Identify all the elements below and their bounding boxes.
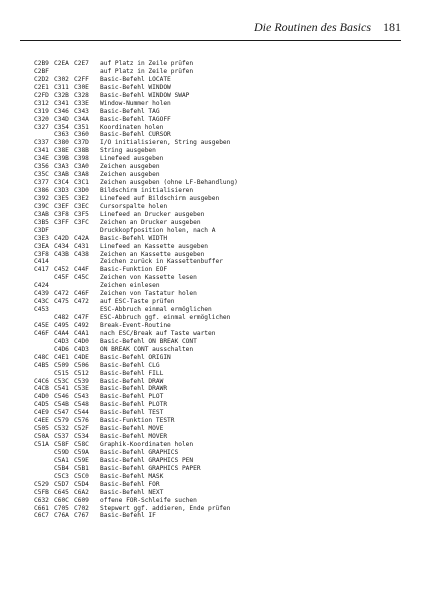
address-col-2: C311: [54, 83, 69, 91]
routine-description: Linefeed an Kassette ausgeben: [100, 242, 209, 250]
address-col-1: C377: [34, 179, 49, 187]
routine-list: [34, 60, 404, 520]
address-col-2: C302: [54, 75, 69, 83]
address-col-3: C53E: [74, 385, 89, 393]
address-col-2: C34D: [54, 115, 69, 123]
address-col-2: C546: [54, 393, 69, 401]
address-col-2: C515: [54, 369, 69, 377]
address-col-1: C632: [34, 496, 49, 504]
routine-description: Basic-Befehl MOVER: [100, 433, 168, 441]
address-col-2: C76A: [54, 512, 69, 520]
routine-description: Cursorspalte holen: [100, 202, 168, 210]
routine-row: [34, 322, 404, 330]
address-col-3: C543: [74, 393, 89, 401]
routine-row: [34, 473, 404, 481]
address-col-1: C50A: [34, 433, 49, 441]
address-col-3: C45C: [74, 274, 89, 282]
address-col-3: C576: [74, 417, 89, 425]
routine-row: [34, 68, 404, 76]
routine-row: [34, 441, 404, 449]
address-col-3: C59E: [74, 456, 89, 464]
address-col-3: C37D: [74, 139, 89, 147]
address-col-3: C438: [74, 250, 89, 258]
address-col-2: C579: [54, 417, 69, 425]
routine-row: [34, 282, 404, 290]
address-col-1: C417: [34, 266, 49, 274]
address-col-2: C43B: [54, 250, 69, 258]
address-col-3: C4D3: [74, 345, 89, 353]
address-col-1: C3E3: [34, 234, 49, 242]
routine-row: [34, 92, 404, 100]
routine-row: [34, 274, 404, 282]
address-col-2: C5C3: [54, 472, 69, 480]
address-col-2: C509: [54, 361, 69, 369]
address-col-3: C33E: [74, 99, 89, 107]
routine-description: Zeichen von Kassette lesen: [100, 274, 197, 282]
routine-row: [34, 179, 404, 187]
address-col-1: C3EA: [34, 242, 49, 250]
routine-description: Basic-Befehl CLG: [100, 361, 160, 369]
address-col-3: C3A0: [74, 163, 89, 171]
address-col-1: C327: [34, 123, 49, 131]
address-col-3: C44F: [74, 266, 89, 274]
address-col-1: C2FD: [34, 91, 49, 99]
address-col-3: C343: [74, 107, 89, 115]
routine-description: Basic-Befehl NEXT: [100, 488, 164, 496]
address-col-1: C51A: [34, 441, 49, 448]
routine-description: ESC-Abbruch einmal ermöglichen: [100, 306, 212, 314]
page-number: 181: [383, 20, 401, 34]
routine-description: Zeichen an Kassette ausgeben: [100, 250, 205, 258]
address-col-3: C472: [74, 298, 89, 306]
address-col-2: C3FF: [54, 218, 69, 226]
address-col-1: C48C: [34, 353, 49, 361]
routine-row: [34, 155, 404, 163]
address-col-2: C3C4: [54, 179, 69, 187]
routine-description: Basic-Befehl MOVE: [100, 425, 164, 433]
address-col-1: C320: [34, 115, 49, 123]
address-col-3: C360: [74, 131, 89, 139]
routine-description: ESC-Abbruch ggf. einmal ermöglichen: [100, 314, 231, 321]
running-title: Die Routinen des Basics: [254, 20, 371, 34]
address-col-2: C380: [54, 139, 69, 147]
address-col-1: C45E: [34, 321, 49, 329]
address-col-2: C3AB: [54, 171, 69, 179]
routine-row: [34, 298, 404, 306]
address-col-2: C482: [54, 314, 69, 321]
routine-row: [34, 243, 404, 251]
routine-row: [34, 425, 404, 433]
routine-row: [34, 235, 404, 243]
routine-row: [34, 370, 404, 378]
address-col-1: C424: [34, 282, 49, 290]
address-col-3: C492: [74, 321, 89, 329]
routine-row: [34, 362, 404, 370]
address-col-1: C386: [34, 187, 49, 194]
address-col-3: C6A2: [74, 488, 89, 496]
routine-row: [34, 417, 404, 425]
address-col-3: C2E7: [74, 60, 89, 67]
routine-row: [34, 489, 404, 497]
address-col-2: C53C: [54, 377, 69, 385]
routine-description: Window-Nummer holen: [100, 99, 171, 107]
routine-description: Koordinaten holen: [100, 123, 164, 131]
address-col-2: C541: [54, 385, 69, 393]
routine-row: [34, 497, 404, 505]
address-col-3: C4D0: [74, 337, 89, 345]
routine-row: [34, 76, 404, 84]
address-col-1: C392: [34, 194, 49, 202]
routine-description: Zeichen zurück in Kassettenbuffer: [100, 258, 223, 266]
routine-row: [34, 116, 404, 124]
routine-row: [34, 203, 404, 211]
address-col-2: C537: [54, 433, 69, 441]
address-col-1: C3F8: [34, 250, 49, 258]
routine-row: [34, 227, 404, 235]
address-col-3: C46F: [74, 290, 89, 298]
address-col-1: C341: [34, 147, 49, 155]
routine-description: Basic-Befehl TAGOFF: [100, 115, 171, 123]
address-col-1: C4EE: [34, 417, 49, 425]
address-col-1: C661: [34, 504, 49, 512]
address-col-2: C3EF: [54, 202, 69, 210]
routine-description: Basic-Befehl TAG: [100, 107, 160, 115]
address-col-2: C5D7: [54, 480, 69, 488]
routine-description: Basic-Befehl IF: [100, 512, 156, 520]
routine-description: Basic-Befehl GRAPHICS: [100, 448, 179, 456]
address-col-2: C341: [54, 99, 69, 107]
routine-row: [34, 211, 404, 219]
routine-row: [34, 409, 404, 417]
routine-description: Basic-Befehl GRAPHICS PEN: [100, 456, 194, 464]
address-col-3: C38B: [74, 147, 89, 155]
routine-description: Basic-Funktion EOF: [100, 266, 168, 274]
routine-row: [34, 266, 404, 274]
address-col-3: C3E2: [74, 194, 89, 202]
routine-description: Stepwert ggf. addieren, Ende prüfen: [100, 504, 231, 512]
address-col-2: C3D3: [54, 187, 69, 194]
address-col-3: C534: [74, 433, 89, 441]
routine-description: Basic-Befehl LOCATE: [100, 75, 171, 83]
address-col-1: C439: [34, 290, 49, 298]
routine-row: [34, 346, 404, 354]
routine-description: auf Platz in Zeile prüfen: [100, 60, 194, 67]
address-col-3: C5C0: [74, 472, 89, 480]
routine-description: auf Platz in Zeile prüfen: [100, 67, 194, 75]
address-col-3: C59A: [74, 448, 89, 456]
routine-row: [34, 108, 404, 116]
routine-row: [34, 251, 404, 259]
address-col-3: C544: [74, 409, 89, 417]
routine-description: String ausgeben: [100, 147, 156, 155]
address-col-2: C58F: [54, 441, 69, 448]
address-col-1: C312: [34, 99, 49, 107]
routine-description: Linefeed an Drucker ausgeben: [100, 210, 205, 218]
address-col-1: C5FB: [34, 488, 49, 496]
address-col-1: C3AB: [34, 210, 49, 218]
routine-description: Basic-Befehl WIDTH: [100, 234, 168, 242]
address-col-1: C2BF: [34, 67, 49, 75]
address-col-3: C3EC: [74, 202, 89, 210]
routine-description: Basic-Befehl WINDOW SWAP: [100, 91, 190, 99]
address-col-1: C3DF: [34, 226, 49, 234]
address-col-1: C414: [34, 258, 49, 266]
address-col-2: C5B4: [54, 464, 69, 472]
routine-row: [34, 354, 404, 362]
routine-row: [34, 385, 404, 393]
routine-description: Zeichen an Drucker ausgeben: [100, 218, 201, 226]
address-col-3: C3F5: [74, 210, 89, 218]
routine-description: nach ESC/Break auf Taste warten: [100, 329, 216, 337]
address-col-3: C512: [74, 369, 89, 377]
routine-description: I/O initialisieren, String ausgeben: [100, 139, 231, 147]
address-col-3: C3D0: [74, 187, 89, 194]
address-col-2: C60C: [54, 496, 69, 504]
address-col-2: C54B: [54, 401, 69, 409]
address-col-3: C3C1: [74, 179, 89, 187]
address-col-2: C452: [54, 266, 69, 274]
routine-row: [34, 481, 404, 489]
address-col-1: C505: [34, 425, 49, 433]
address-col-1: C4CB: [34, 385, 49, 393]
address-col-2: C532: [54, 425, 69, 433]
address-col-3: C5B1: [74, 464, 89, 472]
page-header: [20, 20, 401, 38]
address-col-1: C356: [34, 163, 49, 171]
routine-row: [34, 465, 404, 473]
routine-row: [34, 449, 404, 457]
address-col-3: C506: [74, 361, 89, 369]
routine-description: Zeichen ausgeben: [100, 163, 160, 171]
address-col-2: C4D6: [54, 345, 69, 353]
routine-row: [34, 187, 404, 195]
routine-description: Zeichen ausgeben: [100, 171, 160, 179]
address-col-2: C475: [54, 298, 69, 306]
address-col-1: C43C: [34, 298, 49, 306]
routine-description: Basic-Befehl DRAW: [100, 377, 164, 385]
routine-row: [34, 219, 404, 227]
address-col-3: C4A1: [74, 329, 89, 337]
address-col-1: C337: [34, 139, 49, 147]
address-col-1: C46F: [34, 329, 49, 337]
address-col-3: C4DE: [74, 353, 89, 361]
routine-row: [34, 330, 404, 338]
address-col-2: C495: [54, 321, 69, 329]
routine-row: [34, 139, 404, 147]
address-col-2: C4D3: [54, 337, 69, 345]
routine-description: auf ESC-Taste prüfen: [100, 298, 175, 306]
address-col-3: C34A: [74, 115, 89, 123]
address-col-2: C354: [54, 123, 69, 131]
routine-description: Linefeed auf Bildschirm ausgeben: [100, 194, 220, 202]
routine-row: [34, 171, 404, 179]
address-col-2: C472: [54, 290, 69, 298]
routine-description: Graphik-Koordinaten holen: [100, 441, 194, 448]
routine-description: Zeichen ausgeben (ohne LF-Behandlung): [100, 179, 238, 187]
routine-description: Zeichen von Tastatur holen: [100, 290, 197, 298]
routine-description: Basic-Befehl PLOTR: [100, 401, 168, 409]
address-col-1: C2D2: [34, 75, 49, 83]
address-col-1: C4C6: [34, 377, 49, 385]
routine-description: Basic-Befehl WINDOW: [100, 83, 171, 91]
address-col-2: C59D: [54, 448, 69, 456]
routine-description: Basic-Befehl DRAWR: [100, 385, 168, 393]
address-col-2: C38E: [54, 147, 69, 155]
address-col-1: C529: [34, 480, 49, 488]
routine-row: [34, 338, 404, 346]
routine-description: Basic-Befehl FILL: [100, 369, 164, 377]
routine-description: Basic-Befehl ORIGIN: [100, 353, 171, 361]
address-col-2: C547: [54, 409, 69, 417]
address-col-1: C35C: [34, 171, 49, 179]
address-col-1: C34E: [34, 155, 49, 163]
address-col-2: C4A4: [54, 329, 69, 337]
routine-row: [34, 512, 404, 520]
address-col-2: C705: [54, 504, 69, 512]
address-col-1: C3B5: [34, 218, 49, 226]
routine-row: [34, 393, 404, 401]
routine-description: ON BREAK CONT ausschalten: [100, 345, 194, 353]
routine-row: [34, 433, 404, 441]
address-col-3: C398: [74, 155, 89, 163]
routine-row: [34, 131, 404, 139]
routine-row: [34, 314, 404, 322]
routine-description: Bildschirm initialisieren: [100, 187, 194, 194]
routine-description: Basic-Funktion TESTR: [100, 417, 175, 425]
routine-description: Basic-Befehl CURSOR: [100, 131, 171, 139]
address-col-1: C4D0: [34, 393, 49, 401]
address-col-2: C42D: [54, 234, 69, 242]
address-col-1: C2B9: [34, 60, 49, 67]
routine-row: [34, 195, 404, 203]
routine-description: Basic-Befehl TEST: [100, 409, 164, 417]
routine-description: Basic-Befehl PLOT: [100, 393, 164, 401]
address-col-3: C30E: [74, 83, 89, 91]
header-rule: [20, 40, 401, 41]
address-col-2: C32B: [54, 91, 69, 99]
address-col-2: C2EA: [54, 60, 69, 67]
address-col-3: C548: [74, 401, 89, 409]
routine-row: [34, 124, 404, 132]
address-col-1: C2E1: [34, 83, 49, 91]
address-col-2: C3E5: [54, 194, 69, 202]
address-col-3: C3A8: [74, 171, 89, 179]
routine-row: [34, 401, 404, 409]
routine-description: Basic-Befehl ON BREAK CONT: [100, 337, 197, 345]
address-col-1: C4B5: [34, 361, 49, 369]
address-col-1: C453: [34, 306, 49, 314]
routine-row: [34, 457, 404, 465]
address-col-3: C58C: [74, 441, 89, 448]
routine-row: [34, 290, 404, 298]
routine-description: Basic-Befehl MASK: [100, 472, 164, 480]
routine-row: [34, 378, 404, 386]
address-col-1: C6C7: [34, 512, 49, 520]
address-col-1: C4E9: [34, 409, 49, 417]
routine-description: Zeichen einlesen: [100, 282, 160, 290]
address-col-2: C5A1: [54, 456, 69, 464]
routine-row: [34, 306, 404, 314]
address-col-2: C39B: [54, 155, 69, 163]
address-col-3: C609: [74, 496, 89, 504]
address-col-3: C42A: [74, 234, 89, 242]
address-col-2: C645: [54, 488, 69, 496]
address-col-3: C52F: [74, 425, 89, 433]
routine-description: Basic-Befehl FOR: [100, 480, 160, 488]
address-col-3: C539: [74, 377, 89, 385]
address-col-2: C3A3: [54, 163, 69, 171]
address-col-1: C39C: [34, 202, 49, 210]
routine-row: [34, 258, 404, 266]
routine-row: [34, 505, 404, 513]
address-col-2: C45F: [54, 274, 69, 282]
address-col-2: C3F8: [54, 210, 69, 218]
address-col-1: C319: [34, 107, 49, 115]
address-col-3: C5D4: [74, 480, 89, 488]
routine-row: [34, 163, 404, 171]
address-col-3: C431: [74, 242, 89, 250]
address-col-3: C2FF: [74, 75, 89, 83]
address-col-2: C4E1: [54, 353, 69, 361]
routine-description: Basic-Befehl GRAPHICS PAPER: [100, 464, 201, 472]
address-col-1: C4D5: [34, 401, 49, 409]
address-col-2: C363: [54, 131, 69, 139]
routine-row: [34, 84, 404, 92]
address-col-3: C3FC: [74, 218, 89, 226]
routine-row: [34, 147, 404, 155]
address-col-3: C702: [74, 504, 89, 512]
address-col-3: C351: [74, 123, 89, 131]
address-col-3: C47F: [74, 314, 89, 321]
address-col-3: C328: [74, 91, 89, 99]
routine-description: Break-Event-Routine: [100, 321, 171, 329]
routine-row: [34, 60, 404, 68]
routine-description: Linefeed ausgeben: [100, 155, 164, 163]
address-col-2: C346: [54, 107, 69, 115]
routine-row: [34, 100, 404, 108]
routine-description: Druckkopfposition holen, nach A: [100, 226, 216, 234]
routine-description: offene FOR-Schleife suchen: [100, 496, 197, 504]
address-col-2: C434: [54, 242, 69, 250]
address-col-3: C767: [74, 512, 89, 520]
